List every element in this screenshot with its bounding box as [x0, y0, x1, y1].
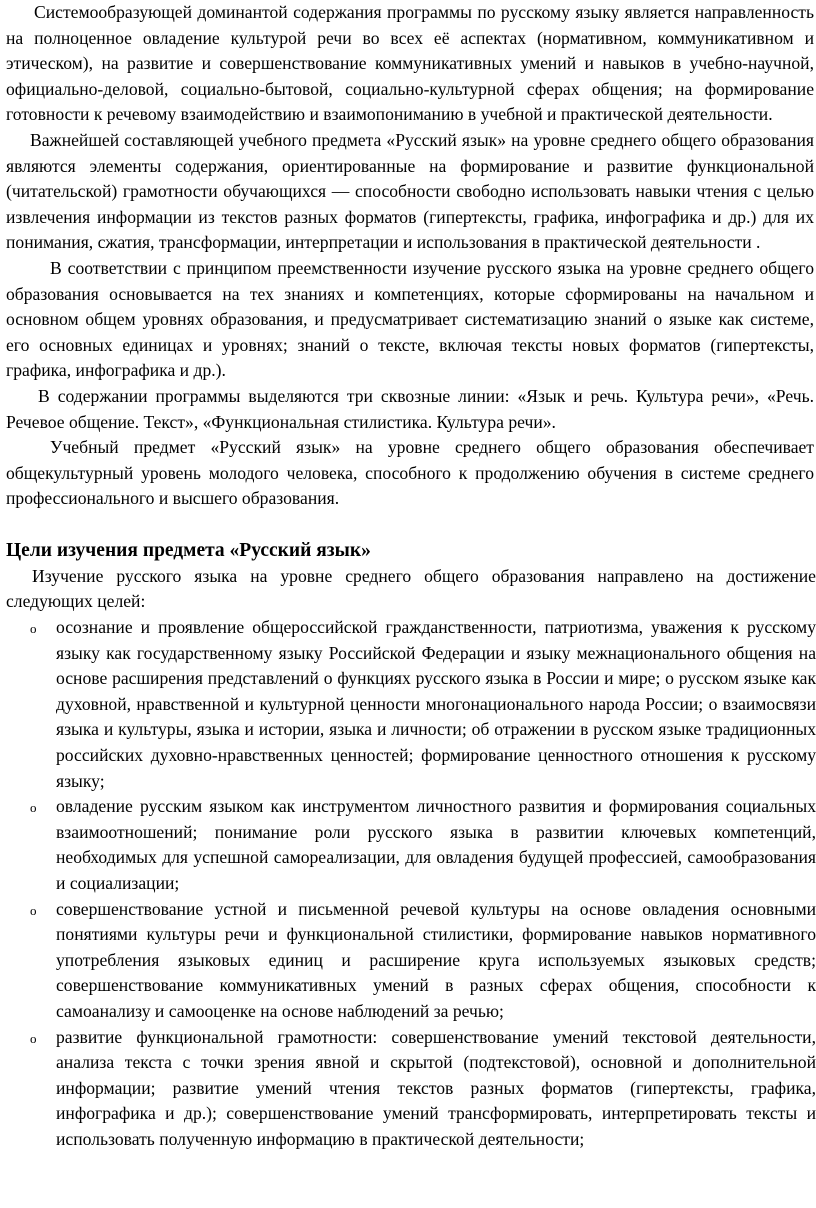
bullet-marker: o: [30, 902, 37, 918]
goals-list: [6, 615, 816, 1152]
goal-text: совершенствование устной и письменной речевой культуры на основе овладения основными понятиями культуры речи и функциональной стилистики, формирование навыков нормативного употребления языковых единиц и расширение круга используемых языковых средств; совершенствование коммуникативных умений в разных сферах общения, способности к самоанализу и самооценке на основе наблюдений за речью;: [56, 898, 816, 1021]
bullet-marker: o: [30, 1030, 37, 1046]
paragraph-functional-literacy: Важнейшей составляющей учебного предмета «Русский язык» на уровне среднего общего образования являются элементы содержания, ориентированные на формирование и развитие функциональной (читательской) грамотности обучающихся — способности свободно использовать навыки чтения с целью извлечения информации из текстов разных форматов (гипертексты, графика, инфографика и др.) для их понимания, сжатия, трансформации, интерпретации и использования в практической деятельности .: [6, 129, 814, 253]
paragraph-general-culture: Учебный предмет «Русский язык» на уровне среднего общего образования обеспечивает общекультурный уровень молодого человека, способного к продолжению обучения в системе среднего профессионального и высшего образования.: [6, 437, 814, 509]
list-item: [6, 1025, 816, 1153]
bullet-marker: o: [30, 800, 37, 816]
goal-text: овладение русским языком как инструментом личностного развития и формирования социальных взаимоотношений; понимание роли русского языка в развитии ключевых компетенций, необходимых для успешной самореализации, для овладения будущей профессией, самообразования и социализации;: [56, 796, 816, 893]
goal-text: осознание и проявление общероссийской гражданственности, патриотизма, уважения к русскому языку как государственному языку Российской Федерации и языку межнационального общения на основе расширения представлений о функциях русского языка в России и мире; о русском языке как духовной, нравственной и культурной ценности многонационального народа России; о взаимосвязи языка и культуры, языка и истории, языка и личности; об отражении в русском языке традиционных российских духовно-нравственных ценностей; формирование ценностного отношения к русскому языку;: [56, 617, 816, 791]
list-item: [6, 615, 816, 794]
paragraph-content-lines: В содержании программы выделяются три сквозные линии: «Язык и речь. Культура речи», «Речь. Речевое общение. Текст», «Функциональная стилистика. Культура речи».: [6, 385, 814, 432]
bullet-marker: o: [30, 621, 37, 637]
goals-intro: Изучение русского языка на уровне среднего общего образования направлено на достижение следующих целей:: [6, 565, 816, 612]
paragraph-dominant: Системообразующей доминантой содержания программы по русскому языку является направленность на полноценное овладение культурой речи во всех её аспектах (нормативном, коммуникативном и этическом), на развитие и совершенствование коммуникативных умений и навыков в учебно-научной, официально-деловой, социально-бытовой, социально-культурной сферах общения; на формирование готовности к речевому взаимодействию и взаимопониманию в учебной и практической деятельности.: [6, 2, 814, 125]
paragraph-continuity: В соответствии с принципом преемственности изучение русского языка на уровне среднего общего образования основывается на тех знаниях и компетенциях, которые сформированы на начальном и основном общем уровнях образования, и предусматривает систематизацию знаний о языке как системе, его основных единицах и уровнях; знаний о тексте, включая тексты новых форматов (гипертексты, графика, инфографика и др.).: [6, 257, 814, 381]
goal-text: развитие функциональной грамотности: совершенствование умений текстовой деятельности, анализа текста с точки зрения явной и скрытой (подтекстовой), основной и дополнительной информации; развитие умений чтения текстов разных форматов (гипертексты, графика, инфографика и др.); совершенствование умений трансформировать, интерпретировать тексты и использовать полученную информацию в практической деятельности;: [56, 1026, 816, 1149]
list-item: [6, 794, 816, 896]
list-item: [6, 897, 816, 1025]
goals-heading: Цели изучения предмета «Русский язык»: [6, 539, 371, 561]
